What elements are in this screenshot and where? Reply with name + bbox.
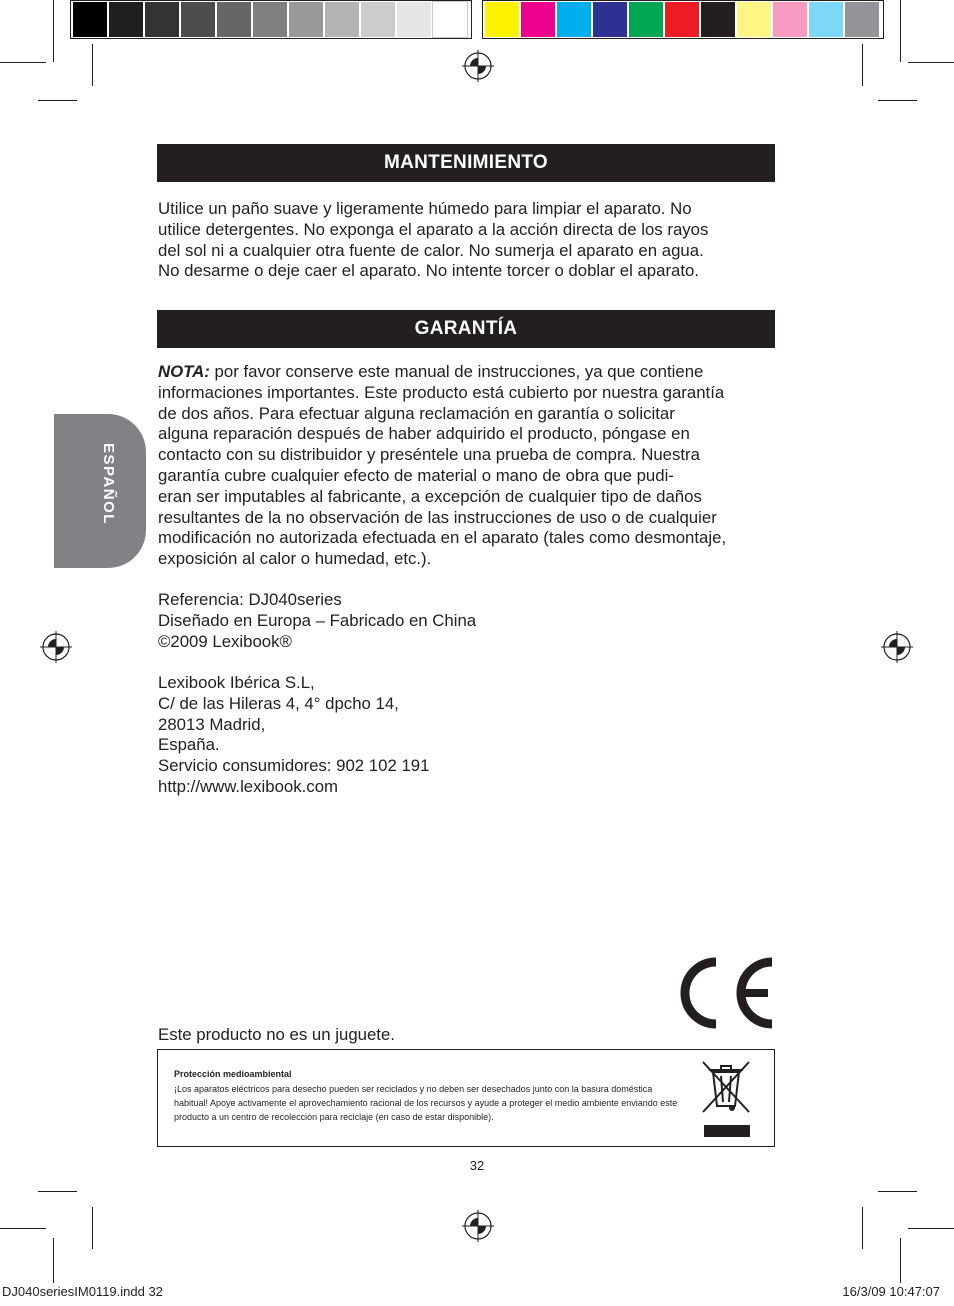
registration-mark-left (38, 629, 74, 665)
color-swatch (737, 2, 771, 37)
page-number: 32 (469, 1158, 485, 1173)
grayscale-swatch (397, 2, 431, 37)
grayscale-swatch (325, 2, 359, 37)
warranty-body: por favor conserve este manual de instrucciones, ya que contiene informaciones importantes. Este producto está cubierto por nuestra garantía de dos años. Para efectuar alguna reclamación en garantía o solicitar alguna reparación después de haber adquirido el producto, póngase en contacto con su distribuidor y preséntele una prueba de compra. Nuestra garantía cubre cualquier efecto de material o mano de obra que pudi- eran ser imputables al fabricante, a excepción de cualquier tipo de daños resultantes de la no observación de las instrucciones de uso o de cualquier modificación no autorizada efectuada en el aparato (tales como desmontaje, exposición al calor o humedad, etc.). (158, 362, 727, 569)
grayscale-swatch (289, 2, 323, 37)
color-swatch (701, 2, 735, 37)
weee-crossed-bin-icon (699, 1058, 753, 1140)
ce-mark-icon (672, 956, 776, 1030)
registration-mark-top (460, 48, 496, 84)
toy-notice: Este producto no es un juguete. (158, 1025, 395, 1044)
environment-text: ¡Los aparatos eléctricos para desecho pueden ser reciclados y no deben ser desechados junto con la basura doméstica habitual! Apoye activamente el aprovechamiento racional de los recursos y ayude a proteger el medio ambiente enviando este producto a un centro de recolección para reciclaje (en caso de estar disponible). (174, 1084, 678, 1122)
maintenance-body: Utilice un paño suave y ligeramente húmedo para limpiar el aparato. No utilice detergentes. No exponga el aparato a la acción directa de los rayos del sol ni a cualquier otra fuente de calor. No sumerja el aparato en agua. No desarme o deje caer el aparato. No intente torcer o doblar el aparato. (158, 199, 709, 281)
color-swatch (773, 2, 807, 37)
color-swatch (485, 2, 519, 37)
grayscale-swatch (217, 2, 251, 37)
warranty-heading: GARANTÍA (157, 310, 775, 348)
footer-timestamp: 16/3/09 10:47:07 (842, 1284, 940, 1299)
registration-mark-right (879, 629, 915, 665)
address-service-phone: Servicio consumidores: 902 102 191 (158, 756, 430, 776)
color-swatch (557, 2, 591, 37)
registration-mark-bottom (460, 1208, 496, 1244)
footer-filename: DJ040seriesIM0119.indd 32 (2, 1284, 163, 1299)
color-swatch (845, 2, 879, 37)
grayscale-swatch (253, 2, 287, 37)
address-city: 28013 Madrid, (158, 714, 266, 734)
environment-notice-box (157, 1049, 775, 1147)
warranty-note-label: NOTA: (158, 362, 210, 381)
grayscale-swatch (361, 2, 395, 37)
grayscale-swatch (145, 2, 179, 37)
reference-block (158, 590, 778, 652)
warranty-body-container (158, 362, 778, 570)
color-swatch (665, 2, 699, 37)
address-block (158, 673, 778, 798)
address-website: http://www.lexibook.com (158, 776, 339, 796)
color-swatch (629, 2, 663, 37)
reference-model: Referencia: DJ040series (158, 590, 342, 609)
address-company: Lexibook Ibérica S.L, (158, 673, 315, 692)
address-street: C/ de las Hileras 4, 4° dpcho 14, (158, 693, 399, 713)
grayscale-swatch (73, 2, 107, 37)
environment-title: Protección medioambiental (174, 1069, 292, 1079)
reference-origin: Diseñado en Europa – Fabricado en China (158, 610, 477, 630)
maintenance-heading: MANTENIMIENTO (157, 144, 775, 182)
color-swatch (593, 2, 627, 37)
grayscale-swatch (181, 2, 215, 37)
grayscale-swatch (433, 2, 467, 37)
reference-copyright: ©2009 Lexibook® (158, 631, 292, 651)
grayscale-swatch (109, 2, 143, 37)
language-tab-label: ESPAÑOL (100, 443, 117, 525)
color-swatch (521, 2, 555, 37)
address-country: España. (158, 735, 220, 755)
color-swatch (809, 2, 843, 37)
